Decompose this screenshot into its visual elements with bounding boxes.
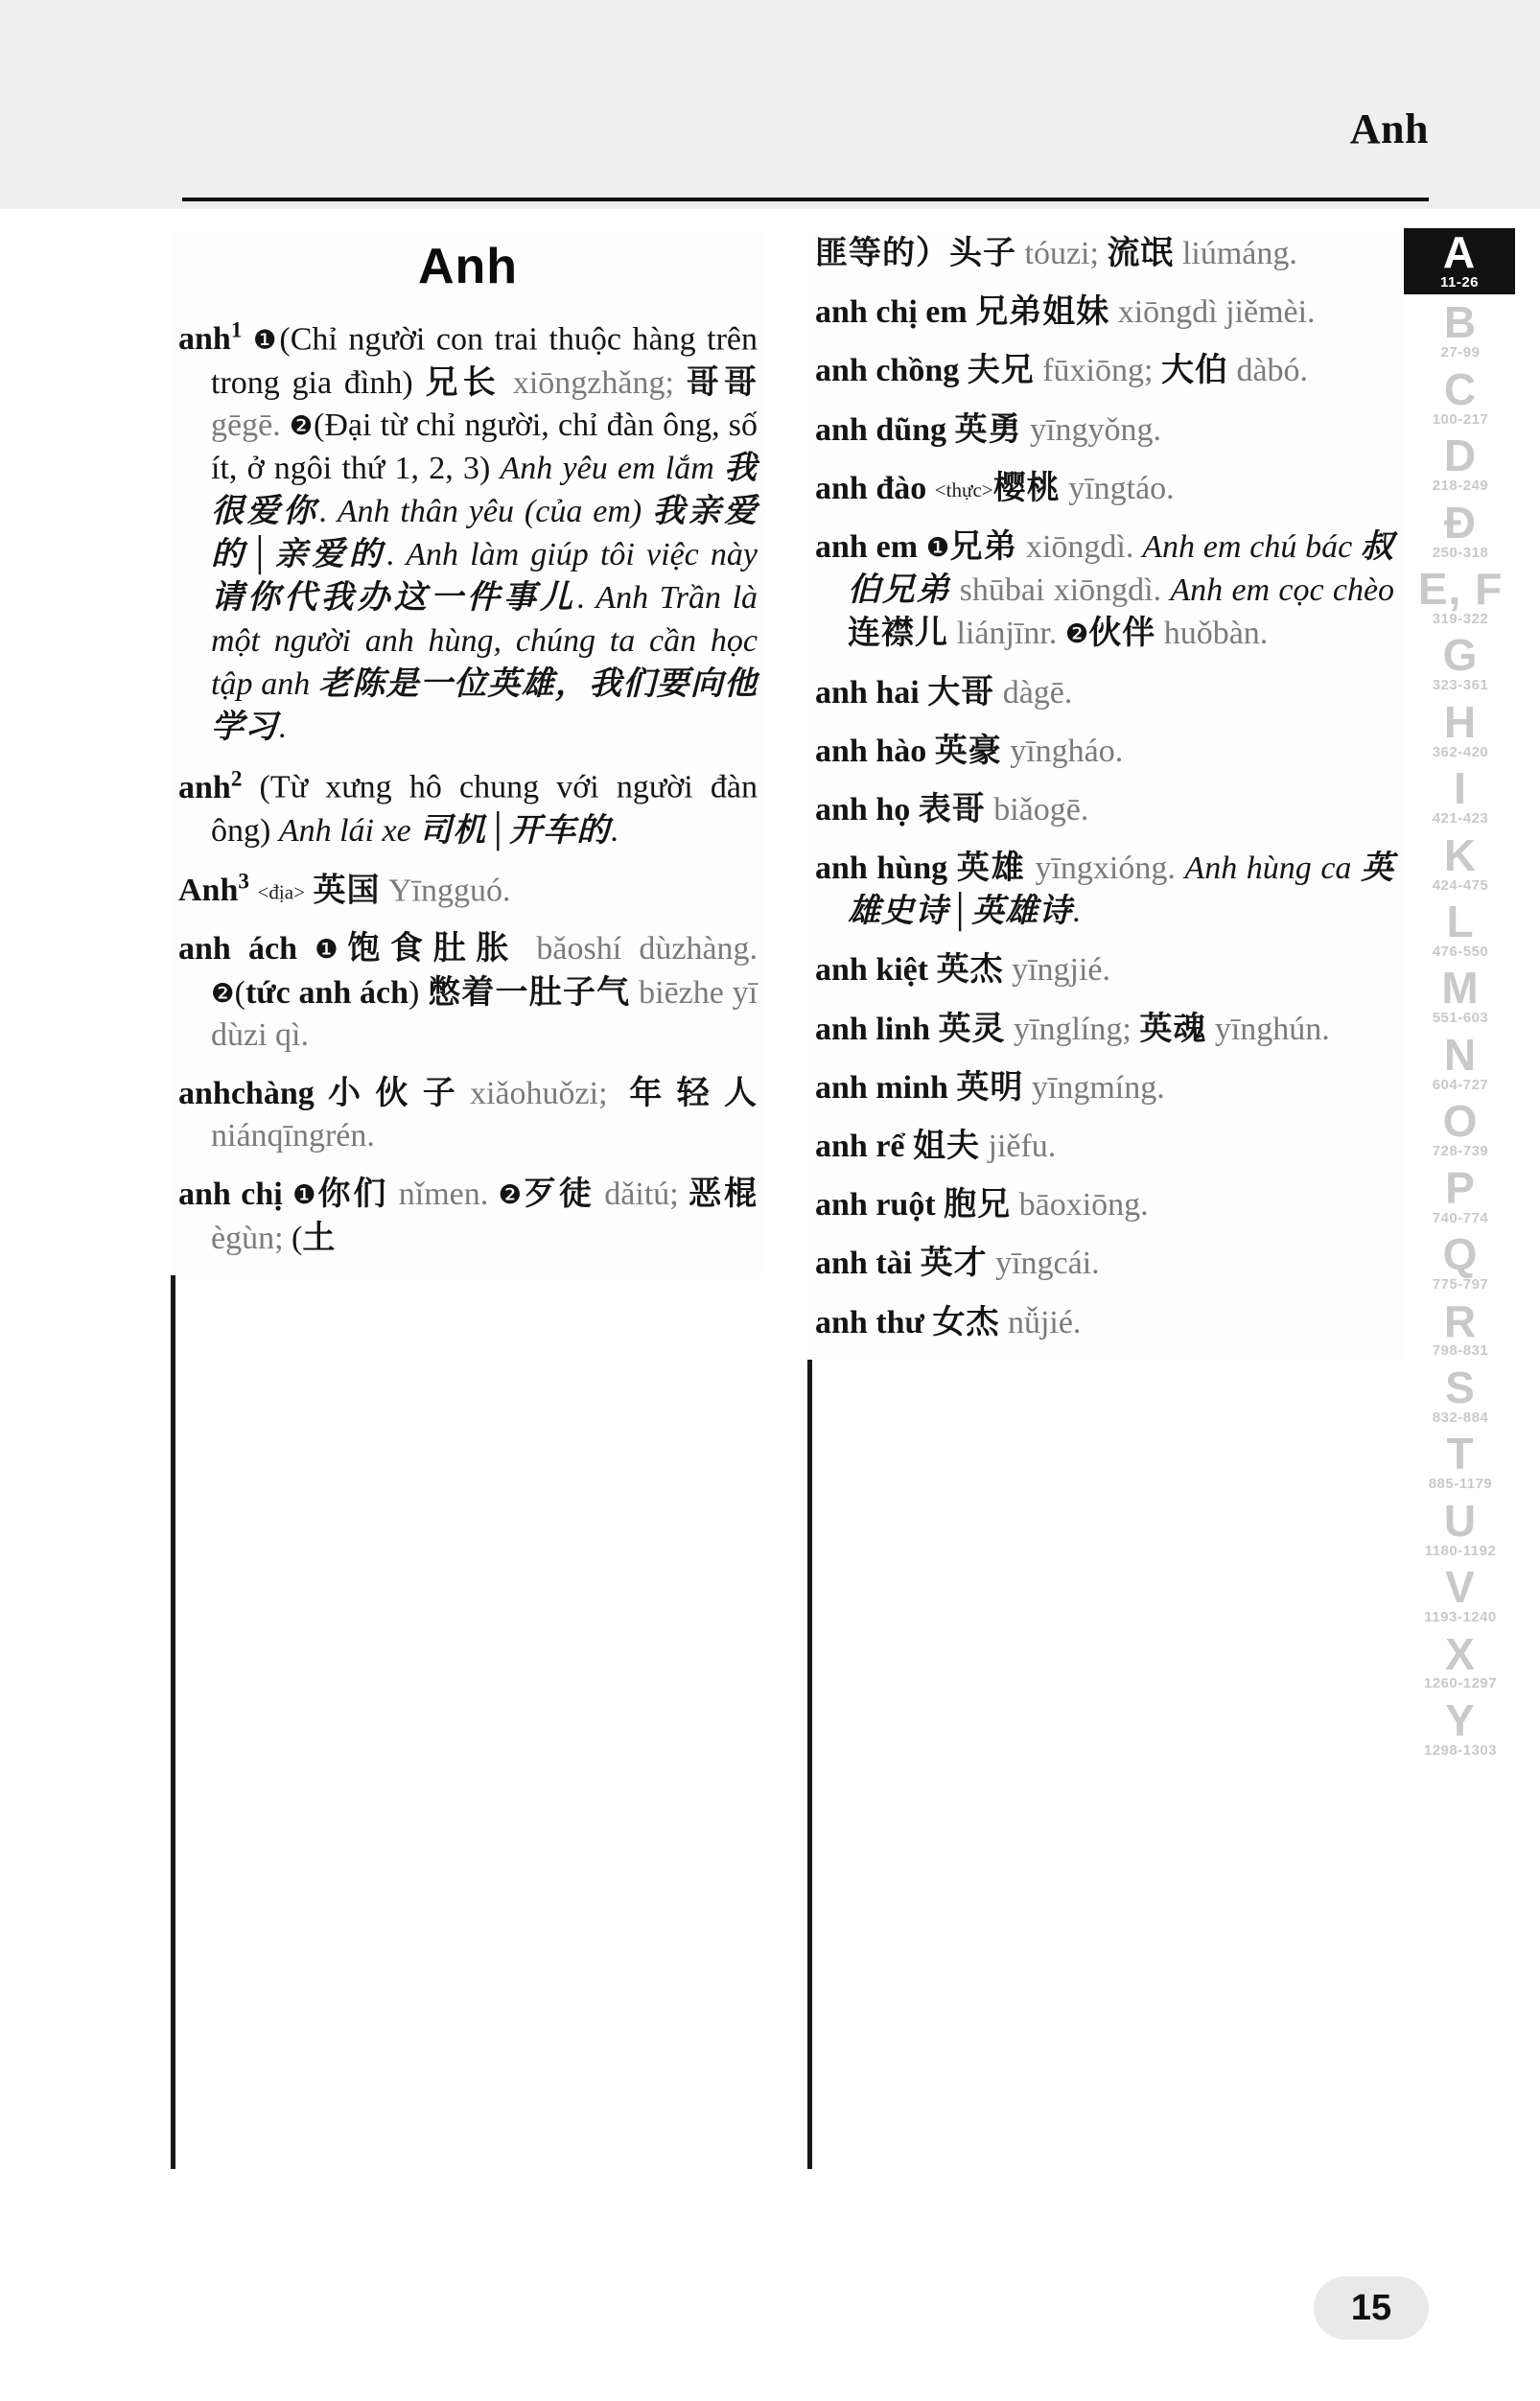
dictionary-entry: anh thư 女杰 nǚjié. [815,1302,1082,1341]
index-tab-letter: U [1443,1495,1478,1546]
dictionary-entry: anh minh 英明 yīngmíng. [815,1067,1165,1107]
index-tab-range: 775-797 [1432,1276,1489,1293]
index-tab-letter: M [1441,963,1480,1014]
index-tab-s[interactable] [1410,1362,1511,1426]
dictionary-entry: anh hào 英豪 yīngháo. [815,731,1124,770]
index-tab-range: 11-26 [1439,273,1480,291]
index-tab-letter: X [1445,1628,1476,1679]
header-divider [182,198,1429,201]
index-tab-k[interactable] [1410,829,1511,894]
index-tab-range: 1298-1303 [1423,1741,1498,1759]
index-tab-letter: D [1443,431,1478,481]
index-tab-letter: L [1446,897,1475,947]
index-tab-letter: I [1454,763,1467,814]
dictionary-entry: anh chồng 夫兄 fūxiōng; 大伯 dàbó. [815,351,1309,390]
index-tab-letter: R [1443,1295,1478,1346]
index-tab-y[interactable] [1410,1694,1511,1759]
index-tab-range: 319-322 [1432,610,1489,627]
index-tab-letter: Đ [1443,497,1478,548]
index-tab-range: 832-884 [1432,1409,1489,1426]
index-tab-d[interactable] [1410,433,1511,494]
index-tab-range: 218-249 [1432,478,1489,495]
dictionary-entry: anh kiệt 英杰 yīngjié. [815,950,1111,990]
dictionary-entry: anh$^2$ (Từ xưng hô chung với người đàn ông) Anh lái xe 司机│开车的. [178,766,758,850]
index-tab-q[interactable] [1410,1229,1511,1293]
dictionary-entry: anh rể 姐夫 jiěfu. [815,1127,1057,1165]
index-tab-range: 424-475 [1432,876,1489,894]
index-tab-t[interactable] [1410,1429,1511,1493]
index-tab-u[interactable] [1410,1495,1511,1559]
index-tab-letter: E, F [1417,564,1504,615]
column-heading: Anh [417,239,519,294]
dictionary-entry: anh hai 大哥 dàgē. [815,672,1073,711]
page-number: 15 [1314,2276,1429,2340]
index-tab-range: 100-217 [1432,410,1489,428]
page-content [0,209,1540,2401]
dictionary-entry: anh linh 英灵 yīnglíng; 英魂 yīnghún. [815,1009,1330,1048]
index-tab-range: 421-423 [1432,810,1489,828]
dictionary-entry: anh em ❶兄弟 xiōngdì. Anh em chú bác 叔伯兄弟 shūbai xiōngdì. Anh em cọc chèo 连襟儿 liánjīnr. ❷伙伴 huǒbàn. [815,526,1395,653]
index-tab-b[interactable] [1410,297,1511,361]
index-tab-range: 1193-1240 [1424,1609,1497,1626]
column-left [171,232,765,1275]
index-tab-x[interactable] [1410,1628,1511,1692]
index-tab-range: 250-318 [1432,544,1489,561]
index-tab-h[interactable] [1410,696,1511,760]
alphabet-index-tabs[interactable] [1410,228,1521,1764]
page-header [0,0,1540,209]
index-tab-letter: T [1446,1429,1475,1480]
index-tab-v[interactable] [1410,1562,1511,1626]
index-tab-ef[interactable] [1410,564,1511,627]
column-right [807,232,1402,1360]
dictionary-entry: anhchàng小伙子xiǎohuǒzi; 年轻人 niánqīngrén. [178,1073,758,1154]
index-tab-letter: S [1445,1362,1476,1412]
index-tab-range: 476-550 [1432,943,1489,960]
index-tab-p[interactable] [1410,1162,1511,1226]
index-tab-range: 740-774 [1432,1209,1489,1226]
index-tab-letter: B [1443,297,1478,348]
index-tab-r[interactable] [1410,1295,1511,1360]
index-tab-range: 728-739 [1432,1143,1489,1160]
index-tab-letter: G [1442,630,1479,681]
dictionary-entry: anh chị ❶你们 nǐmen. ❷歹徒 dǎitú; 恶棍 ègùn; (土 [178,1175,758,1257]
dictionary-entry: anh tài 英才 yīngcái. [815,1244,1100,1283]
dictionary-entry-continuation: 匪等的）头子 tóuzi; 流氓 liúmáng. [815,234,1297,272]
index-tab-letter: O [1442,1096,1479,1147]
index-tab-letter: H [1443,696,1478,747]
index-tab-letter: Q [1442,1229,1479,1280]
dictionary-entry: anh$^1$ ❶(Chỉ người con trai thuộc hàng trên trong gia đình) 兄长 xiōngzhǎng; 哥哥 gēgē. ❷(Đại từ chỉ người, chỉ đàn ông, số ít, ở ngôi thứ 1, 2, 3) Anh yêu em lắm 我很爱你. Anh thân yêu (của em) 我亲爱的│亲爱的. Anh làm giúp tôi việc này 请你代我办这一件事儿. Anh Trần là một người anh hùng, chúng ta cần học tập anh 老陈是一位英雄，我们要向他学习. [178,318,758,747]
dictionary-entry: anh ách ❶饱食肚胀 bǎoshí dùzhàng. ❷(tức anh ách) 憋着一肚子气 biēzhe yī dùzi qì. [178,929,758,1053]
index-tab-a[interactable] [1404,228,1515,294]
index-tab-range: 27-99 [1440,344,1481,361]
index-tab-m[interactable] [1410,963,1511,1027]
index-tab-letter: K [1443,829,1478,880]
dictionary-entry: anh dũng 英勇 yīngyǒng. [815,409,1161,449]
index-tab-range: 1260-1297 [1423,1675,1498,1692]
index-tab-range: 362-420 [1432,743,1489,760]
index-tab-c[interactable] [1410,363,1511,428]
index-tab-range: 604-727 [1432,1076,1489,1093]
index-tab-range: 323-361 [1432,677,1489,694]
index-tab-g[interactable] [1410,630,1511,694]
index-tab-i[interactable] [1410,763,1511,828]
index-tab-đ[interactable] [1410,497,1511,561]
dictionary-entry: anh chị em 兄弟姐妹 xiōngdì jiěmèi. [815,292,1316,332]
index-tab-letter: C [1443,363,1478,414]
index-tab-range: 885-1179 [1428,1476,1493,1493]
index-tab-n[interactable] [1410,1029,1511,1093]
dictionary-entry: anh ruột 胞兄 bāoxiōng. [815,1185,1149,1224]
index-tab-range: 798-831 [1432,1342,1489,1360]
index-tab-range: 1180-1192 [1424,1542,1497,1559]
index-tab-letter: P [1445,1162,1476,1213]
index-tab-l[interactable] [1410,899,1511,960]
dictionary-entry: anh hùng 英雄 yīngxióng. Anh hùng ca 英雄史诗│英雄诗. [815,849,1395,931]
dictionary-entry: Anh$^3$ <địa> 英国 Yīngguó. [178,869,511,910]
dictionary-entry: anh đào <thực>樱桃 yīngtáo. [815,468,1175,507]
index-tab-range: 551-603 [1432,1010,1489,1027]
index-tab-letter: V [1445,1562,1476,1613]
index-tab-o[interactable] [1410,1096,1511,1160]
dictionary-entry: anh họ 表哥 biǎogē. [815,789,1089,828]
index-tab-letter: Y [1445,1694,1476,1745]
running-head: Anh [1349,105,1429,152]
index-tab-letter: N [1443,1029,1478,1080]
index-tab-letter: A [1442,227,1477,277]
